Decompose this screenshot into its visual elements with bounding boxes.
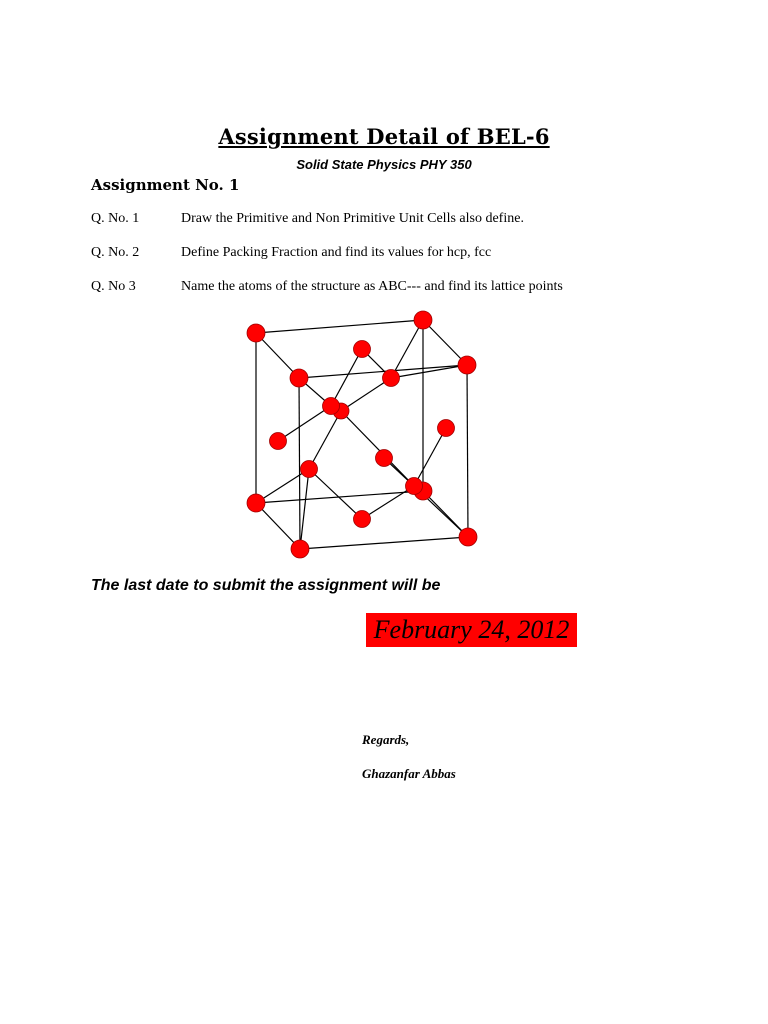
atom <box>247 494 265 512</box>
bond <box>300 469 309 549</box>
document-title: Assignment Detail of BEL-6 <box>218 124 550 149</box>
atom <box>376 450 393 467</box>
deadline-text: The last date to submit the assignment will be <box>91 577 441 594</box>
question-text: Name the atoms of the structure as ABC--- and find its lattice points <box>181 279 563 294</box>
bond <box>331 349 362 406</box>
atom <box>301 461 318 478</box>
atom <box>458 356 476 374</box>
bond <box>341 411 414 486</box>
question-number: Q. No. 2 <box>91 245 140 260</box>
bond <box>278 406 331 441</box>
cube-edge <box>256 320 423 333</box>
cube-edge <box>300 537 468 549</box>
bond <box>341 378 391 411</box>
atom <box>383 370 400 387</box>
structure-atoms <box>247 311 477 558</box>
atom <box>290 369 308 387</box>
question-text: Draw the Primitive and Non Primitive Unit Cells also define. <box>181 211 524 226</box>
crystal-structure-diagram <box>240 305 490 565</box>
atom <box>414 311 432 329</box>
atom <box>459 528 477 546</box>
atom <box>247 324 265 342</box>
cube-edge <box>467 365 468 537</box>
bond <box>414 428 446 486</box>
atom <box>323 398 340 415</box>
deadline-date: February 24, 2012 <box>366 613 577 647</box>
question-text: Define Packing Fraction and find its values for hcp, fcc <box>181 245 492 260</box>
closing-text: Regards, <box>362 732 410 747</box>
assignment-heading: Assignment No. 1 <box>91 176 240 194</box>
signature-name: Ghazanfar Abbas <box>362 766 456 781</box>
cube-edge <box>299 378 300 549</box>
atom <box>354 341 371 358</box>
bond <box>309 469 362 519</box>
bond <box>309 411 341 469</box>
bond <box>362 486 414 519</box>
question-number: Q. No. 1 <box>91 211 140 226</box>
cube-edge <box>256 503 300 549</box>
cube-edge <box>423 320 467 365</box>
atom <box>291 540 309 558</box>
atom <box>354 511 371 528</box>
atom <box>270 433 287 450</box>
atom <box>406 478 423 495</box>
question-number: Q. No 3 <box>91 279 136 294</box>
document-subtitle: Solid State Physics PHY 350 <box>296 157 472 172</box>
atom <box>438 420 455 437</box>
bond <box>391 365 467 378</box>
bond <box>256 469 309 503</box>
